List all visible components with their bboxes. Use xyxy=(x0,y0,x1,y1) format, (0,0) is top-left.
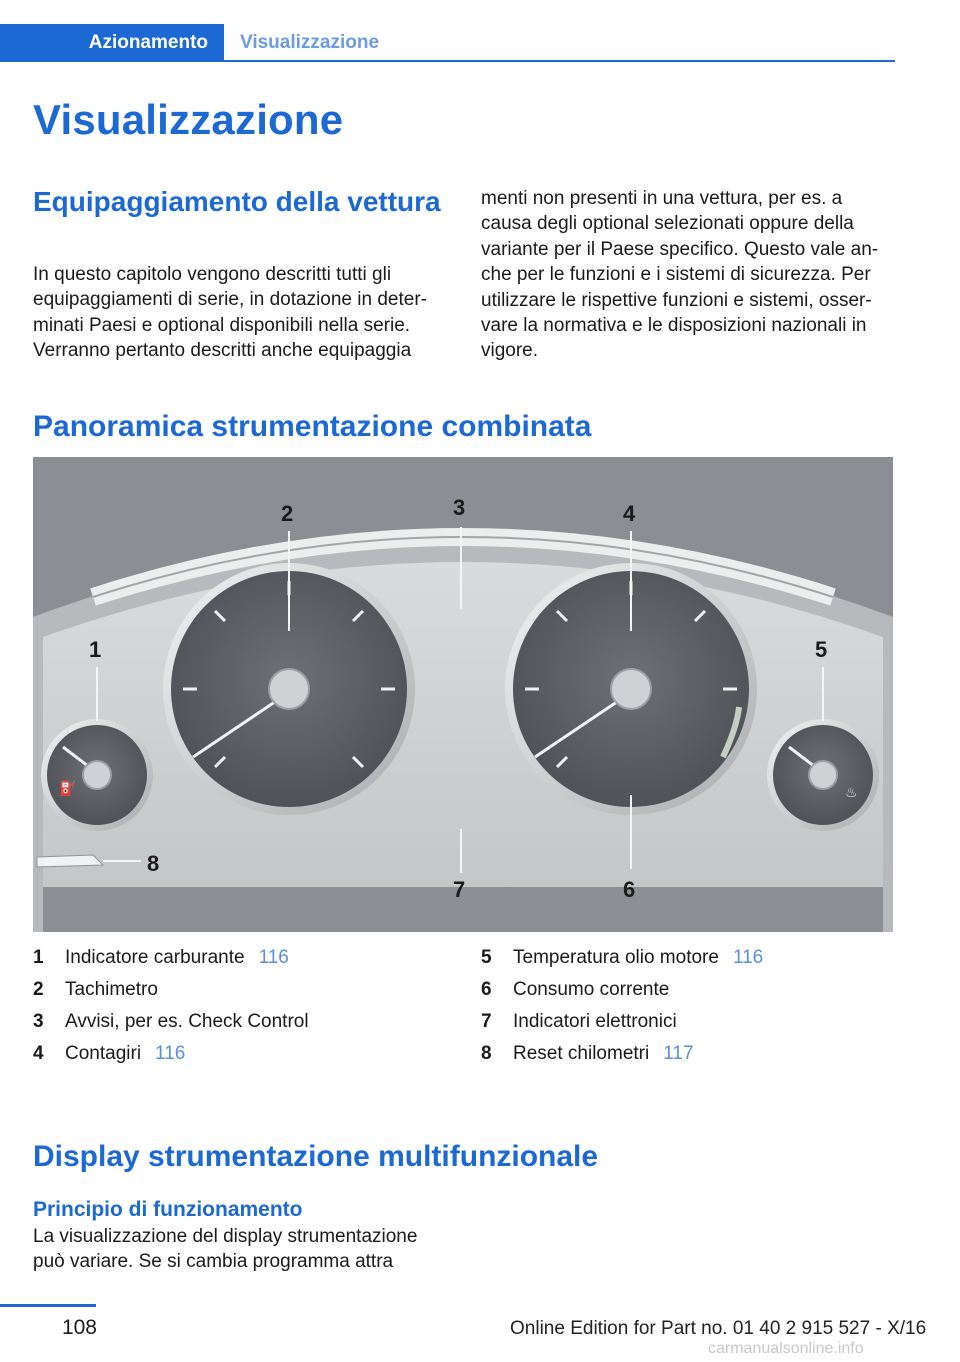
footer-edition: Online Edition for Part no. 01 40 2 915 527 - X/16 xyxy=(510,1318,927,1339)
legend-label: Avvisi, per es. Check Control xyxy=(65,1011,309,1032)
fuel-pump-icon: ⛽ xyxy=(59,781,77,797)
page-reference-link[interactable]: 116 xyxy=(155,1043,186,1064)
callout-2: 2 xyxy=(281,501,294,526)
page-title: Visualizzazione xyxy=(33,96,344,143)
oil-temperature-gauge xyxy=(767,719,879,831)
legend-item xyxy=(481,1038,901,1070)
section-title-overview: Panoramica strumentazione combinata xyxy=(33,410,592,443)
legend-label: Indicatore carburante xyxy=(65,947,245,968)
equipment-text-right: menti non presenti in una vettura, per es. a causa degli optional selezionati oppure della variante per il Paese specifico. Questo vale anche per le funzioni e i sistemi di sicurezza. Per utilizzare le rispettive funzioni e sistemi, osservare la normativa e le disposizioni nazionali in vigore. xyxy=(481,188,879,362)
page-reference-link[interactable]: 116 xyxy=(732,947,764,968)
legend-number: 3 xyxy=(33,1011,44,1032)
legend-number: 8 xyxy=(481,1043,492,1064)
callout-5: 5 xyxy=(815,637,828,662)
callout-3: 3 xyxy=(453,495,466,520)
callout-1: 1 xyxy=(89,637,102,662)
legend-item xyxy=(33,1038,453,1070)
legend-right xyxy=(481,942,901,1070)
header-rule xyxy=(0,60,895,62)
legend-label: Indicatori elettronici xyxy=(513,1011,677,1032)
legend-number: 4 xyxy=(33,1043,44,1064)
instrument-cluster-illustration xyxy=(33,457,893,932)
legend-item xyxy=(481,974,901,1006)
legend-item xyxy=(33,974,453,1006)
legend-number: 1 xyxy=(33,947,44,968)
oil-temperature-icon: ♨ xyxy=(845,785,858,801)
section-title-display: Display strumentazione multifunzionale xyxy=(33,1140,599,1173)
callout-7: 7 xyxy=(453,877,466,902)
section-title-equipment: Equipaggiamento della vettura xyxy=(33,186,441,217)
fuel-gauge xyxy=(41,719,153,831)
legend-number: 7 xyxy=(481,1011,492,1032)
legend-label: Consumo corrente xyxy=(513,979,670,1000)
legend-number: 5 xyxy=(481,947,492,968)
legend-item xyxy=(33,1006,453,1038)
callout-8: 8 xyxy=(147,851,160,876)
equipment-text-left: In questo capitolo vengono descritti tutti gli equipaggiamenti di serie, in dotazione in determinati Paesi e optional disponibili nella serie. Verranno pertanto descritti anche equipaggia xyxy=(33,264,427,362)
legend-item xyxy=(481,1006,901,1038)
instrument-cluster-figure xyxy=(33,457,893,932)
legend-item xyxy=(33,942,453,974)
legend-label: Temperatura olio motore xyxy=(513,947,719,968)
callout-6: 6 xyxy=(623,877,636,902)
trip-reset-button xyxy=(37,855,103,867)
page-reference-link[interactable]: 117 xyxy=(663,1043,694,1064)
footer-rule xyxy=(0,1304,96,1307)
watermark: carmanualsonline.info xyxy=(708,1340,864,1357)
callout-4: 4 xyxy=(623,501,636,526)
legend-number: 2 xyxy=(33,979,44,1000)
legend-number: 6 xyxy=(481,979,492,1000)
legend-left xyxy=(33,942,453,1070)
page-number: 108 xyxy=(61,1316,97,1339)
display-text: La visualizzazione del display strumentazione può variare. Se si cambia programma attra xyxy=(33,1226,418,1273)
legend-label: Contagiri xyxy=(65,1043,142,1064)
legend-label: Reset chilometri xyxy=(513,1043,650,1064)
page-reference-link[interactable]: 116 xyxy=(258,947,289,968)
header-tab-active[interactable]: Azionamento xyxy=(0,24,224,62)
legend-item xyxy=(481,942,901,974)
subsection-title-principle: Principio di funzionamento xyxy=(33,1198,303,1221)
header-tab-inactive[interactable]: Visualizzazione xyxy=(240,32,380,53)
legend-label: Tachimetro xyxy=(65,979,158,1000)
